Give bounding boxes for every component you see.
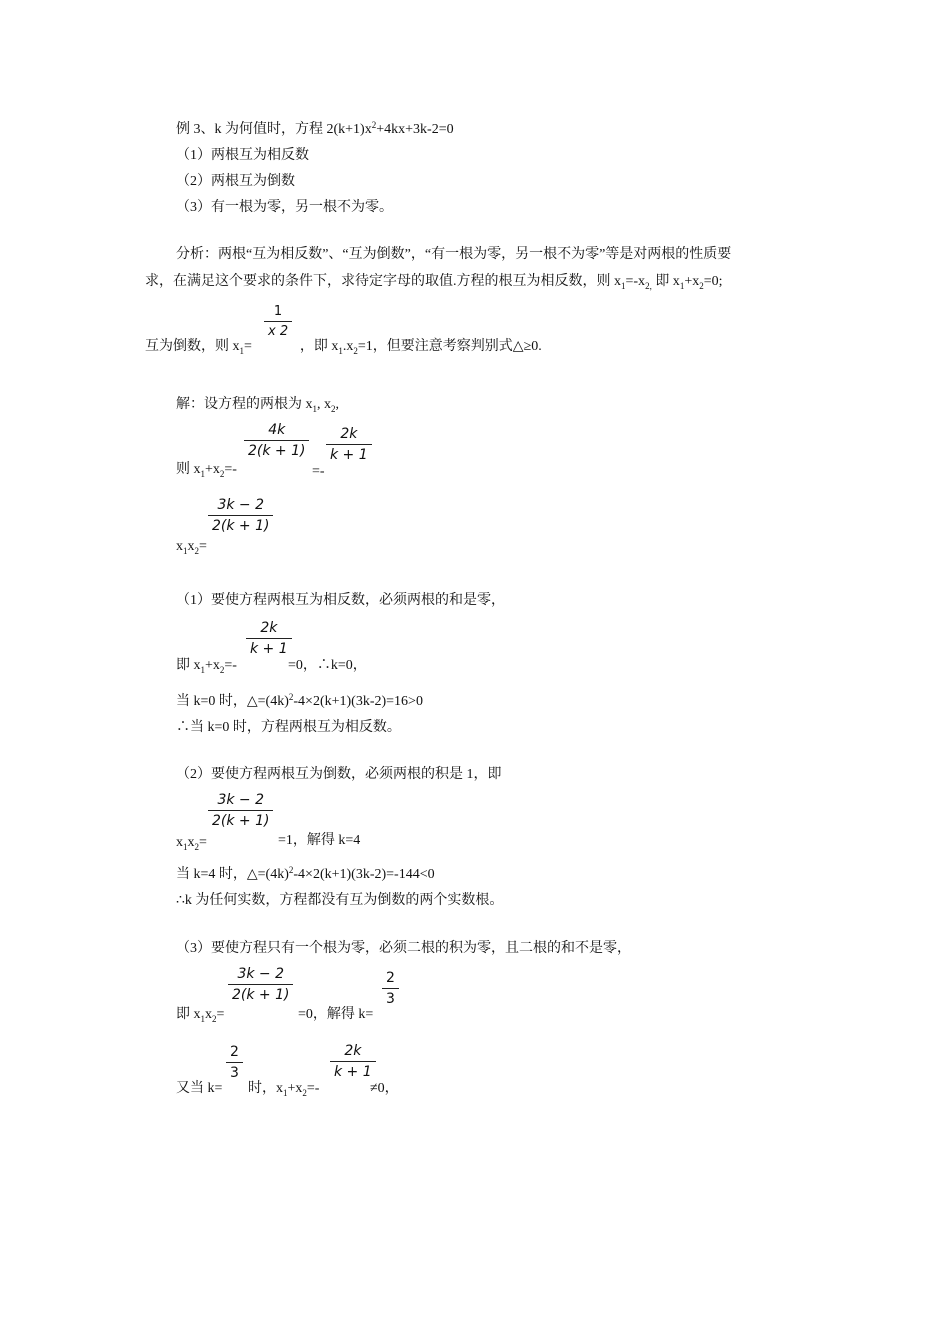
part2-result: =1，解得 k=4 bbox=[278, 833, 361, 848]
reciprocal-fraction: $\frac{1}{x 2}$ bbox=[264, 304, 292, 339]
part2-heading: （2）要使方程两根互为倒数，必须两根的积是 1，即 bbox=[176, 767, 502, 782]
analysis-line-1: 分析：两根“互为相反数”、“互为倒数”，“有一根为零，另一根不为零”等是对两根的性质要 bbox=[176, 247, 732, 262]
part1-result: =0，∴k=0， bbox=[288, 658, 367, 673]
question-2: （2）两根互为倒数 bbox=[176, 174, 295, 189]
part3-k-fraction: $\frac{2}{3}$ bbox=[382, 970, 399, 1007]
part3-result: =0，解得 k= bbox=[298, 1007, 374, 1022]
sum-equation: 则 $x_1+x_2=-$ bbox=[176, 462, 237, 479]
part2-fraction: $\frac{3k - 2}{2(k + 1)}$ bbox=[208, 792, 273, 829]
part1-fraction: $\frac{2k}{k + 1}$ bbox=[246, 620, 292, 657]
solution-intro: 解：设方程的两根为 $x_1$, $x_2$, bbox=[176, 397, 339, 414]
part1-equation: 即 $x_1+x_2=-$ bbox=[176, 658, 237, 675]
part1-discriminant: 当 k=0 时，$\triangle=(4k)^2-4\times 2(k+1)(3k-2)=16>0$ bbox=[176, 692, 423, 709]
sum-equation-eq: =- bbox=[312, 464, 325, 479]
part2-equation: $x_1x_2=$ bbox=[176, 835, 207, 852]
problem-title: 例 3、k 为何值时，方程 $2(k+1)x^2+4kx+3k-2=0$ bbox=[176, 120, 454, 137]
product-fraction: $\frac{3k - 2}{2(k + 1)}$ bbox=[208, 497, 273, 534]
part3-equation: 即 $x_1x_2=$ bbox=[176, 1007, 225, 1024]
analysis-line-2: 求，在满足这个要求的条件下，求待定字母的取值.方程的根互为相反数，则 $x_1=-x_{2,}$ 即 $x_1+x_2=0$; bbox=[145, 274, 723, 291]
sum-fraction-1: $\frac{4k}{2(k + 1)}$ bbox=[244, 422, 309, 459]
product-equation: $x_1x_2=$ bbox=[176, 539, 207, 556]
question-3: （3）有一根为零，另一根不为零。 bbox=[176, 200, 393, 215]
part3-check-k: 又当 k= bbox=[176, 1081, 223, 1096]
part3-heading: （3）要使方程只有一个根为零，必须二根的积为零，且二根的和不是零， bbox=[176, 941, 631, 956]
part3-product-fraction: $\frac{3k - 2}{2(k + 1)}$ bbox=[228, 966, 293, 1003]
part3-sum-fraction: $\frac{2k}{k + 1}$ bbox=[330, 1043, 376, 1080]
sum-fraction-2: $\frac{2k}{k + 1}$ bbox=[326, 426, 372, 463]
part3-check-sum: 时，$x_1+x_2=-$ bbox=[248, 1081, 320, 1098]
part1-conclusion: ∴当 k=0 时，方程两根互为相反数。 bbox=[176, 720, 401, 735]
part3-check-result: ≠0， bbox=[370, 1081, 399, 1096]
part2-conclusion: ∴k 为任何实数，方程都没有互为倒数的两个实数根。 bbox=[176, 893, 504, 908]
part1-heading: （1）要使方程两根互为相反数，必须两根的和是零， bbox=[176, 593, 505, 608]
part3-k-fraction-2: $\frac{2}{3}$ bbox=[226, 1044, 243, 1081]
part2-discriminant: 当 k=4 时，$\triangle=(4k)^2-4\times 2(k+1)(3k-2)=-144<0$ bbox=[176, 865, 435, 882]
analysis-line-3: 互为倒数，则 $x_1=$ ，即 $x_1.x_2=1$，但要注意考察判别式△≥0. bbox=[145, 339, 542, 356]
question-1: （1）两根互为相反数 bbox=[176, 148, 309, 163]
